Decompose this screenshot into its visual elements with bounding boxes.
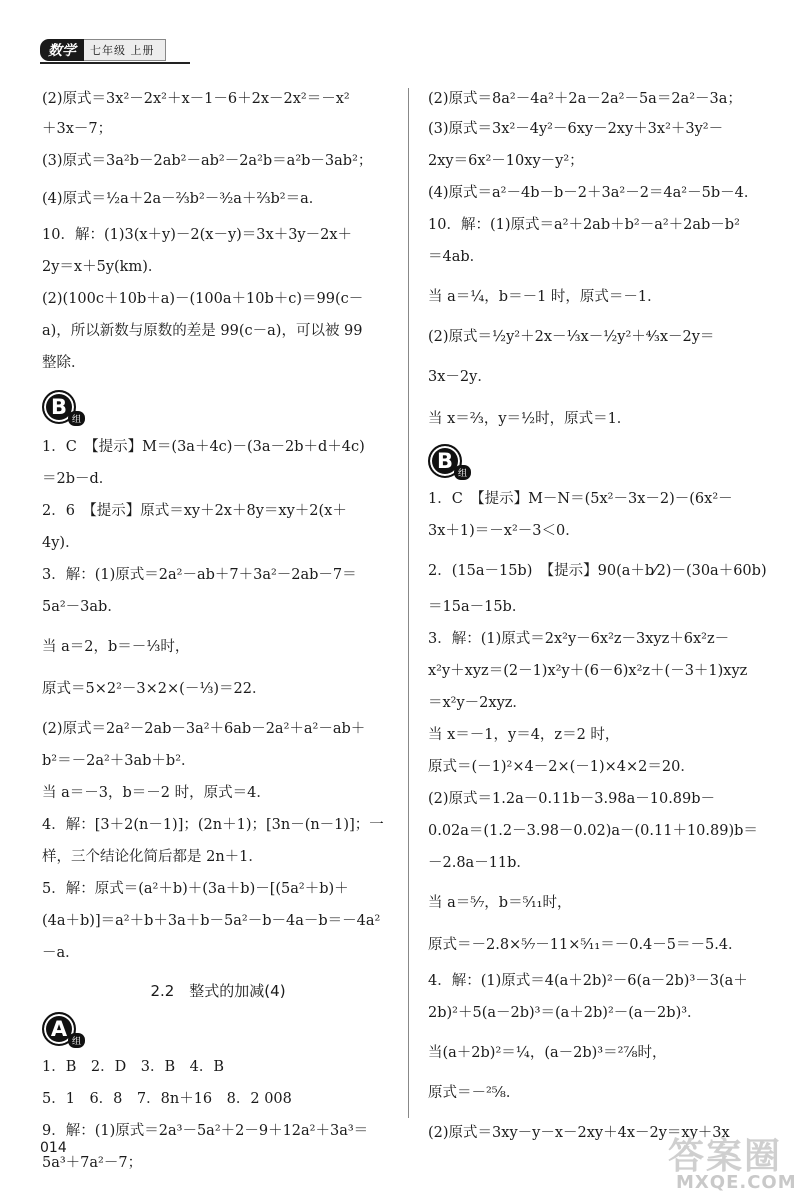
text-line: 2．6 【提示】原式＝xy＋2x＋8y＝xy＋2(x＋ [42,503,347,519]
text-line: 4．解：(1)原式＝4(a＋2b)²－6(a－2b)³－3(a＋ [428,973,748,989]
text-line: 3．解：(1)原式＝2x²y－6x²z－3xyz＋6x²z－ [428,631,730,647]
text-line: 原式＝－²⁵⁄₈． [428,1085,521,1101]
text-line: (4)原式＝½a＋2a－⅔b²－³⁄₂a＋⅔b²＝a． [42,191,324,207]
text-line: (2)(100c＋10b＋a)－(100a＋10b＋c)＝99(c－ [42,291,364,307]
text-line: 1．B 2．D 3．B 4．B [42,1059,224,1075]
badge-letter-icon: A [42,1012,76,1046]
watermark-logo: 答案圈 [668,1136,783,1177]
text-line: b²＝－2a²＋3ab＋b²． [42,753,196,769]
text-line: －a． [42,945,80,961]
badge-group-label: 组 [68,411,85,426]
text-line: (4)原式＝a²－4b－b－2＋3a²－2＝4a²－5b－4． [428,185,759,201]
text-line: 9．解：(1)原式＝2a³－5a²＋2－9＋12a²＋3a³＝ [42,1123,369,1139]
text-line: 原式＝5×2²－3×2×(－⅓)＝22． [42,681,267,697]
text-line: ＋3x－7； [42,121,113,137]
badge-group-label: 组 [454,465,471,480]
text-line: 2y＝x＋5y(km)． [42,259,163,275]
text-line: 3x＋1)＝－x²－3＜0． [428,523,580,539]
subject-label: 数学 [40,39,84,61]
text-line: 4．解：[3＋2(n－1)]；(2n＋1)；[3n－(n－1)]；一 [42,817,384,833]
text-line: ＝2b－d． [42,471,114,487]
text-line: 当(a＋2b)²＝¼，(a－2b)³＝²⁷⁄₈时， [428,1045,667,1061]
text-line: (3)原式＝3a²b－2ab²－ab²－2a²b＝a²b－3ab²； [42,153,373,169]
text-line: x²y＋xyz＝(2－1)x²y＋(6－6)x²z＋(－3＋1)xyz [428,663,748,679]
text-line: 当 a＝2，b＝－⅓时， [42,639,190,655]
text-line: 2xy＝6x²－10xy－y²； [428,153,584,169]
column-divider [408,88,409,1118]
text-line: 5a³＋7a²－7； [42,1155,143,1171]
text-line: 5a²－3ab． [42,599,122,615]
text-line: 当 x＝－1，y＝4，z＝2 时， [428,727,620,743]
page-header [40,40,166,60]
grade-label: 七年级 上册 [84,39,166,61]
text-line: (2)原式＝2a²－2ab－3a²＋6ab－2a²＋a²－ab＋ [42,721,366,737]
text-line: (2)原式＝3xy－y－x－2xy＋4x－2y＝xy＋3x [428,1125,730,1141]
text-line: a)，所以新数与原数的差是 99(c－a)，可以被 99 [42,323,363,339]
text-line: (2)原式＝1.2a－0.11b－3.98a－10.89b－ [428,791,716,807]
badge-group-label: 组 [68,1033,85,1048]
text-line: ＝15a－15b． [428,599,527,615]
watermark-url: MXQE.COM [676,1172,797,1193]
text-line: 样，三个结论化简后都是 2n＋1． [42,849,263,865]
badge-letter-icon: B [428,444,462,478]
text-line: 1．C 【提示】M－N＝(5x²－3x－2)－(6x²－ [428,491,733,507]
text-line: ＝4ab． [428,249,485,265]
text-line: 5．解：原式＝(a²＋b)＋(3a＋b)－[(5a²＋b)＋ [42,881,349,897]
text-line: 5．1 6．8 7．8n＋16 8．2 008 [42,1091,292,1107]
text-line: 1．C 【提示】M＝(3a＋4c)－(3a－2b＋d＋4c) [42,439,365,455]
text-line: 当 a＝－3，b＝－2 时，原式＝4． [42,785,271,801]
text-line: 当 x＝⅔，y＝½时，原式＝1． [428,411,632,427]
text-line: 原式＝(－1)²×4－2×(－1)×4×2＝20． [428,759,695,775]
text-line: (4a＋b)]＝a²＋b＋3a＋b－5a²－b－4a－b＝－4a² [42,913,381,929]
text-line: (3)原式＝3x²－4y²－6xy－2xy＋3x²＋3y²－ [428,121,724,137]
text-line: －2.8a－11b． [428,855,531,871]
text-line: 3x－2y． [428,369,492,385]
text-line: 0.02a＝(1.2－3.98－0.02)a－(0.11＋10.89)b＝ [428,823,758,839]
text-line: 3．解：(1)原式＝2a²－ab＋7＋3a²－2ab－7＝ [42,567,357,583]
text-line: (2)原式＝3x²－2x²＋x－1－6＋2x－2x²＝－x² [42,91,350,107]
header-rule [40,62,190,64]
text-line: 4y)． [42,535,80,551]
text-line: 10．解：(1)3(x＋y)－2(x－y)＝3x＋3y－2x＋ [42,227,353,243]
badge-letter-icon: B [42,390,76,424]
text-line: ＝x²y－2xyz． [428,695,527,711]
text-line: 整除． [42,355,86,371]
text-line: (2)原式＝½y²＋2x－⅓x－½y²＋⁴⁄₃x－2y＝ [428,329,715,345]
section-title: 2.2 整式的加减(4) [150,982,286,1000]
text-line: 10．解：(1)原式＝a²＋2ab＋b²－a²＋2ab－b² [428,217,740,233]
text-line: 原式＝－2.8×⁵⁄₇－11×⁵⁄₁₁＝－0.4－5＝－5.4． [428,937,743,953]
group-a-badge [42,1012,85,1046]
text-line: (2)原式＝8a²－4a²＋2a－2a²－5a＝2a²－3a； [428,91,742,107]
left-column [42,88,394,1172]
right-column [428,88,778,1142]
text-line: 当 a＝⁵⁄₇，b＝⁵⁄₁₁时， [428,895,572,911]
group-b-badge [428,444,471,478]
text-line: 2b)²＋5(a－2b)³＝(a＋2b)²－(a－2b)³． [428,1005,702,1021]
page-number: 014 [40,1140,67,1156]
group-b-badge [42,390,85,424]
text-line: 当 a＝¼，b＝－1 时，原式＝－1． [428,289,662,305]
text-line: 2．(15a－15b) 【提示】90(a＋b⁄2)－(30a＋60b) [428,563,767,579]
